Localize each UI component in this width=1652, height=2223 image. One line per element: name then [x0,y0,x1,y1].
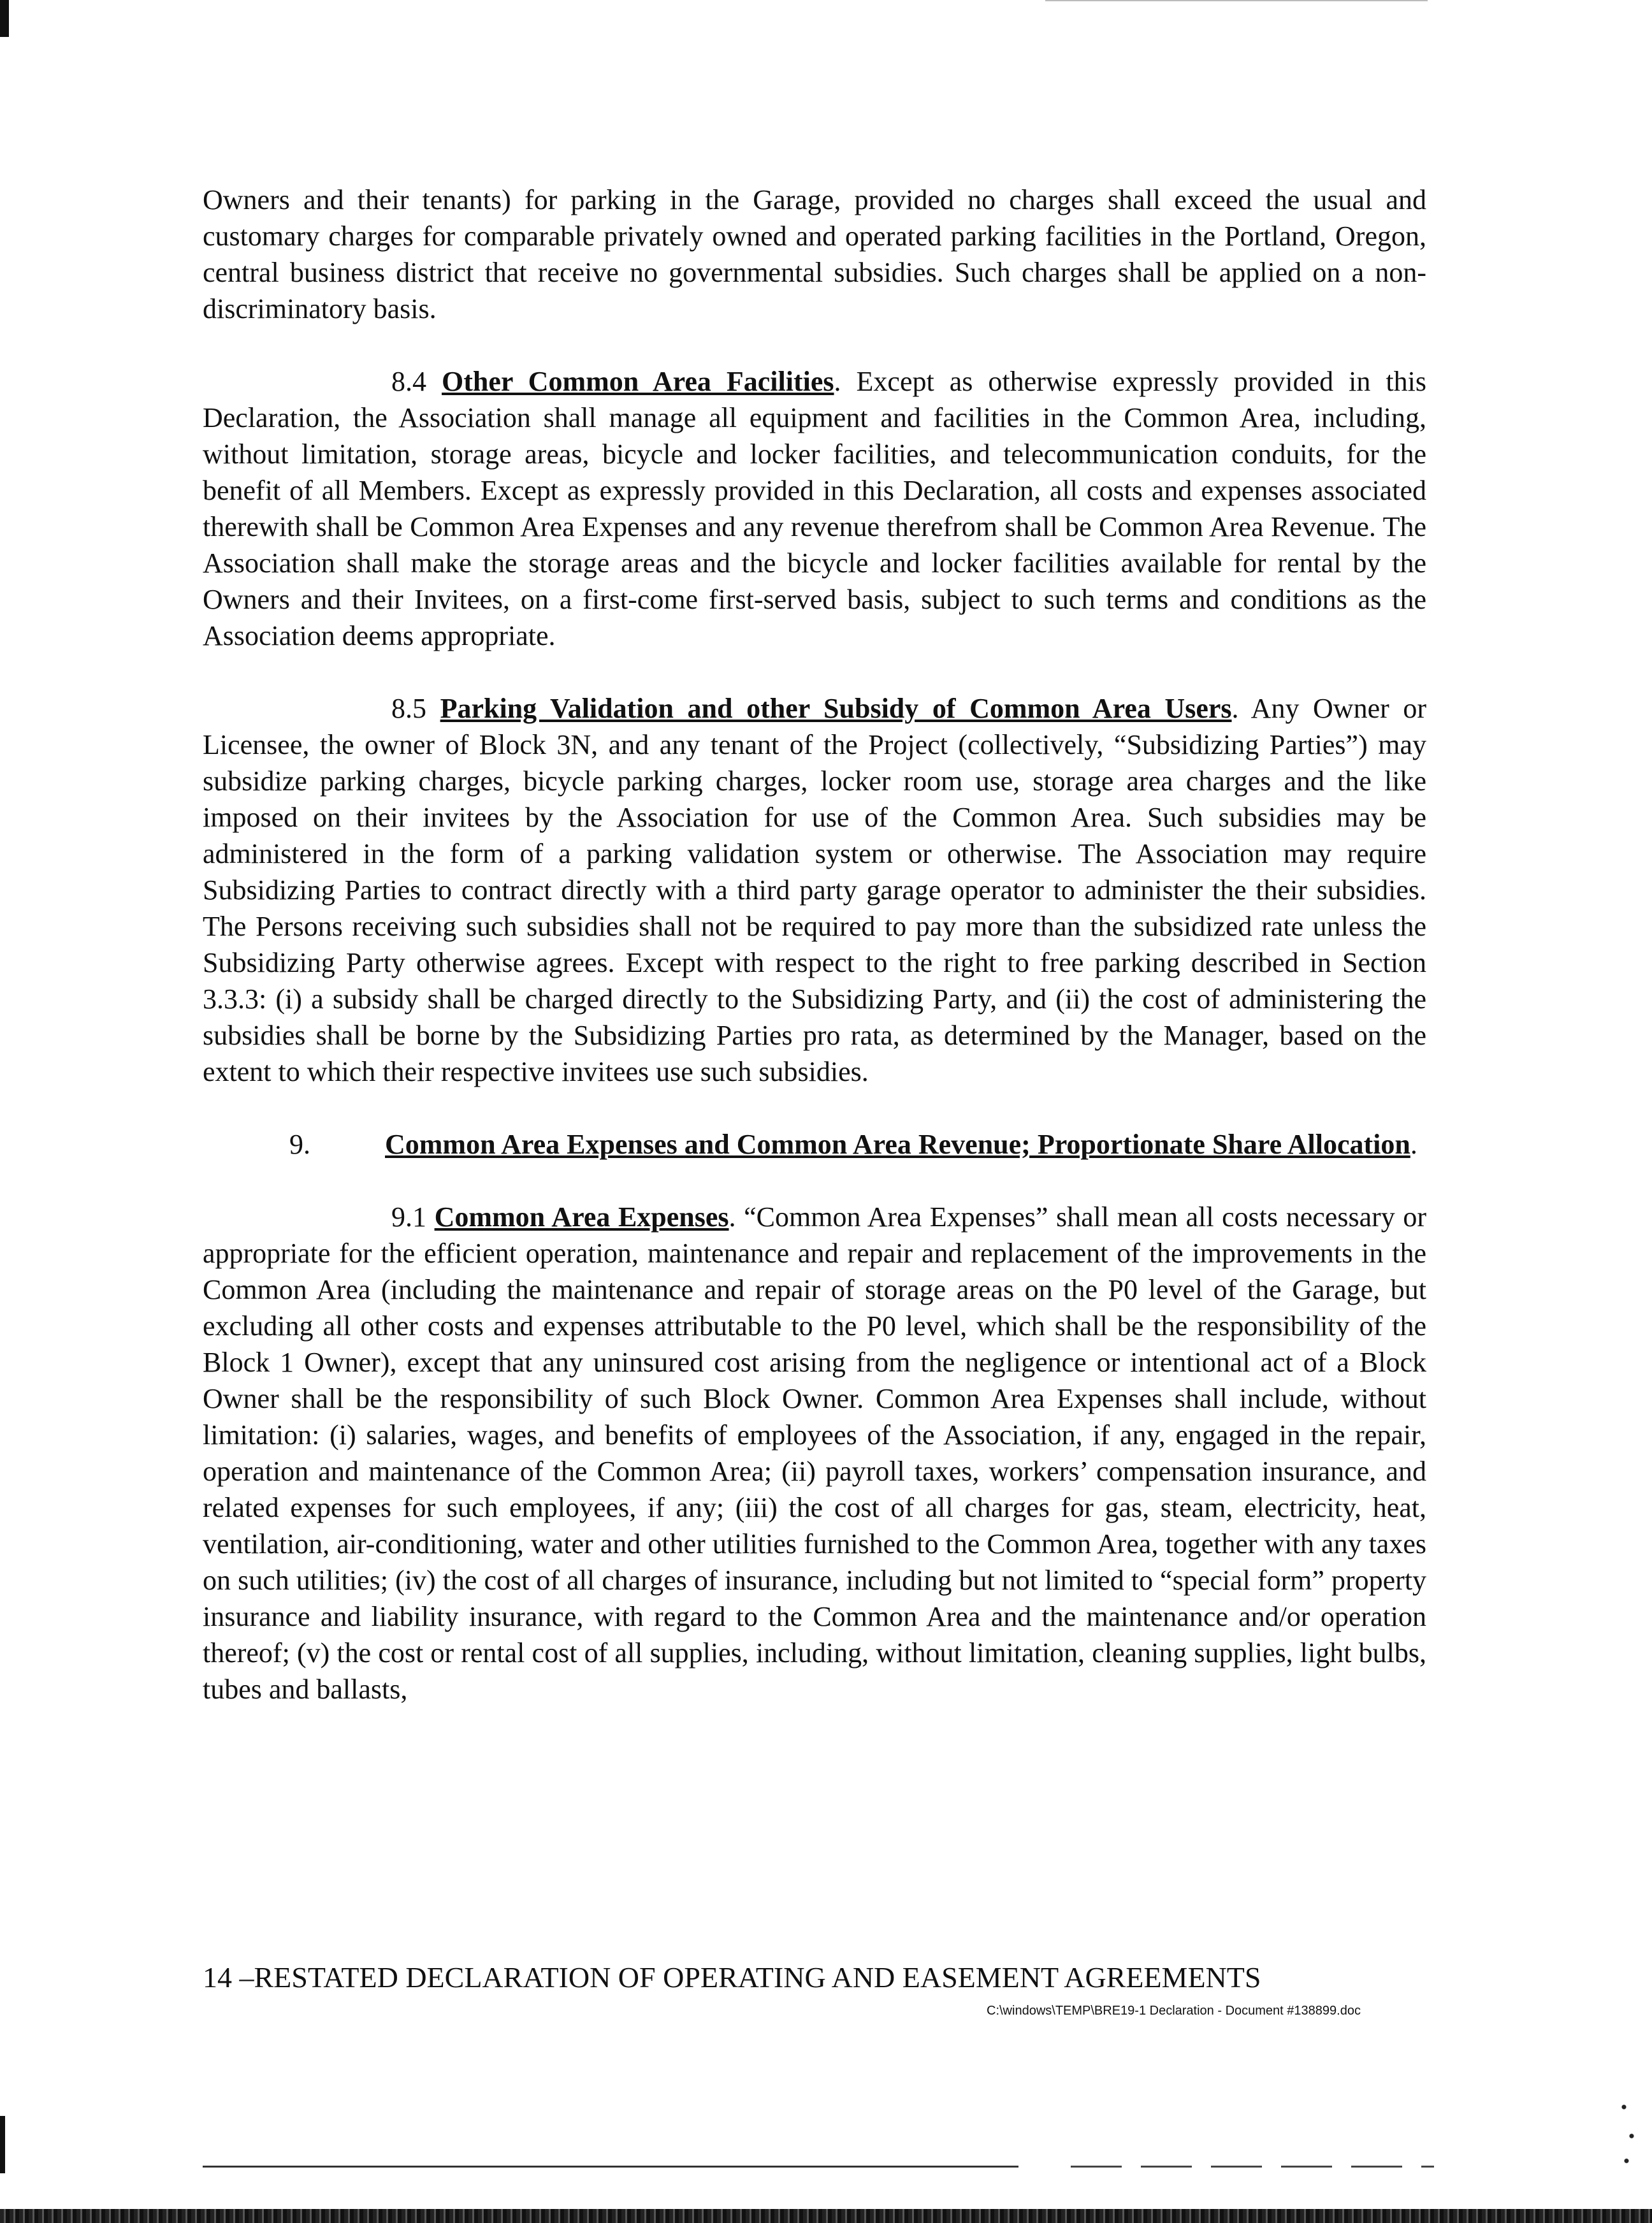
scan-edge-mark [0,2116,5,2173]
scan-bottom-band [0,2209,1652,2223]
section-heading: Common Area Expenses and Common Area Revenue; Proportionate Share Allocation [385,1129,1410,1160]
section-number: 9. [289,1129,310,1160]
section-body: . “Common Area Expenses” shall mean all costs necessary or appropriate for the efficient operation, maintenance and repair and replacement of the improvements in the Common Area (including the maintenance and repair of storage areas on the P0 level of the Garage, but excluding all other costs and expenses attributable to the P0 level, which shall be the responsibility of the Block 1 Owner), except that any uninsured cost arising from the negligence or intentional act of a Block Owner shall be the responsibility of such Block Owner. Common Area Expenses shall include, without limitation: (i) salaries, wages, and benefits of employees of the Association, if any, engaged in the repair, operation and maintenance of the Common Area; (ii) payroll taxes, workers’ compensation insurance, and related expenses for such employees, if any; (iii) the cost of all charges for gas, steam, electricity, heat, ventilation, air-conditioning, water and other utilities furnished to the Common Area, together with any taxes on such utilities; (iv) the cost of all charges of insurance, including but not limited to “special form” property insurance and liability insurance, with regard to the Common Area and the maintenance and/or operation thereof; (v) the cost or rental cost of all supplies, including, without limitation, cleaning supplies, light bulbs, tubes and ballasts, [203,1201,1426,1705]
section-body: . Any Owner or Licensee, the owner of Block 3N, and any tenant of the Project (collectively, “Subsidizing Parties”) may subsidize parking charges, bicycle parking charges, locker room use, storage area charges and the like imposed on their invitees by the Association for use of the Common Area. Such subsidies may be administered in the form of a parking validation system or otherwise. The Association may require Subsidizing Parties to contract directly with a third party garage operator to administer the their subsidies. The Persons receiving such subsidies shall not be required to pay more than the subsidized rate unless the Subsidizing Party otherwise agrees. Except with respect to the right to free parking described in Section 3.3.3: (i) a subsidy shall be charged directly to the Subsidizing Party, and (ii) the cost of administering the subsidies shall be borne by the Subsidizing Parties pro rata, as determined by the Manager, based on the extent to which their respective invitees use such subsidies. [203,693,1427,1087]
scan-bottom-line-dashed [1071,2166,1434,2168]
scan-edge-mark [0,0,9,37]
section-9-heading [203,1126,1426,1162]
document-page [203,182,1426,1707]
footer-title: 14 –RESTATED DECLARATION OF OPERATING AND EASEMENT AGREEMENTS [203,1961,1261,1994]
section-number: 9.1 [391,1201,426,1233]
scan-bottom-line [203,2166,1018,2168]
section-heading: Parking Validation and other Subsidy of Common Area Users [440,693,1232,724]
section-heading: Common Area Expenses [434,1201,729,1233]
section-8-4 [203,363,1426,654]
scan-specks [1616,2090,1642,2173]
section-9-1 [203,1199,1426,1707]
section-heading: Other Common Area Facilities [442,366,834,397]
section-number: 8.4 [391,366,426,397]
section-body: . Except as otherwise expressly provided in this Declaration, the Association shall manage all equipment and facilities in the Common Area, including, without limitation, storage areas, bicycle and locker facilities, and telecommunication conduits, for the benefit of all Members. Except as expressly provided in this Declaration, all costs and expenses associated therewith shall be Common Area Expenses and any revenue therefrom shall be Common Area Revenue. The Association shall make the storage areas and the bicycle and locker facilities available for rental by the Owners and their Invitees, on a first-come first-served basis, subject to such terms and conditions as the Association deems appropriate. [203,366,1426,651]
paragraph-continuation: Owners and their tenants) for parking in the Garage, provided no charges shall exceed the usual and customary charges for comparable privately owned and operated parking facilities in the Portland, Oregon, central business district that receive no governmental subsidies. Such charges shall be applied on a non-discriminatory basis. [203,184,1426,324]
footer-file-path: C:\windows\TEMP\BRE19-1 Declaration - Document #138899.doc [987,2004,1361,2018]
section-heading-trail: . [1410,1129,1417,1160]
section-number: 8.5 [391,693,426,724]
scan-top-line [1045,0,1428,1]
section-8-5 [203,690,1426,1090]
